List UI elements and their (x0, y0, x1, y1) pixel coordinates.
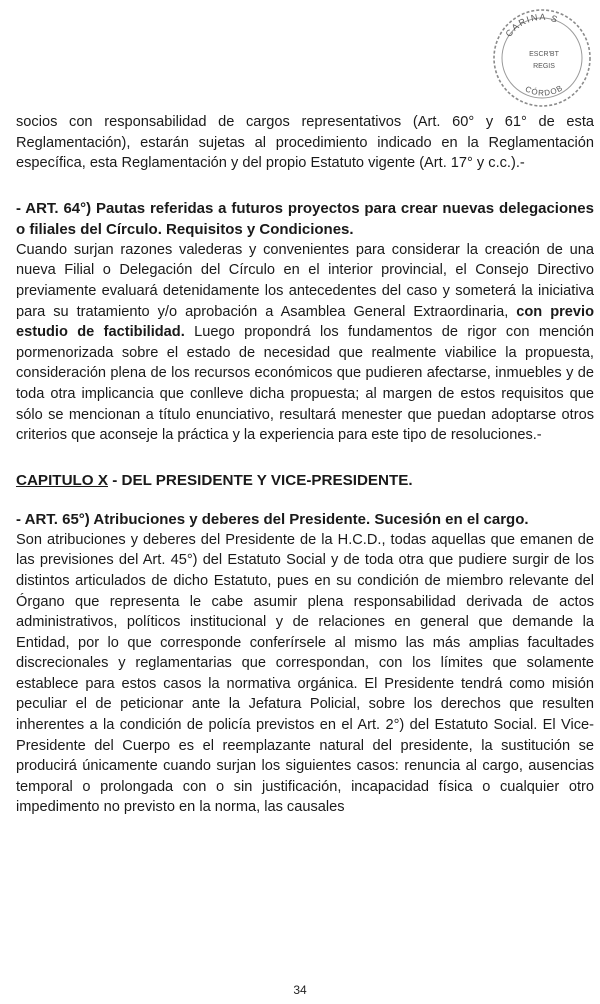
article-64-body-part2: Luego propondrá los fundamentos de rigor con mención pormenorizada sobre el estado de necesidad que realmente viabilice la propuesta, consideración plena de los recursos económicos que pudieren afectarse, inmuebles y de toda otra implicancia que conlleve dicha propuesta; al margen de estos requisitos que sólo se mencionan a título enunciativo, resultará menester que puedan adoptarse otros criterios que aconseje la práctica y la experiencia para este tipo de resoluciones.- (16, 324, 594, 444)
page-number: 34 (293, 983, 307, 997)
svg-text:CARINA S (503, 12, 560, 39)
chapter-title: - DEL PRESIDENTE Y VICE-PRESIDENTE. (107, 471, 413, 489)
article-65-heading: - ART. 65°) Atribuciones y deberes del Presidente. Sucesión en el cargo. (16, 510, 529, 528)
svg-text:CÓRDOB (524, 83, 565, 98)
notary-stamp (486, 2, 596, 110)
paragraph-continuation: socios con responsabilidad de cargos representativos (Art. 60° y 61° de esta Reglamentación), estarán sujetas al procedimiento indicado en la Reglamentación específica, esta Reglamentación y del propio Estatuto vigente (Art. 17° y c.c.).- (16, 114, 594, 172)
stamp-line2: REGIS (533, 63, 555, 70)
stamp-line1: ESCR'BT (529, 51, 559, 58)
chapter-heading (16, 470, 594, 491)
stamp-bottom-text: CÓRDOB (523, 83, 565, 98)
article-65-body: Son atribuciones y deberes del Presidente de la H.C.D., todas aquellas que emanen de las previsiones del Art. 45°) del Estatuto Social y de toda otra que pudiere surgir de los distintos articulados de dicho Estatuto, pues en su condición de miembro relevante del Órgano que representa le cabe asumir plena responsabilidad derivada de actos administrativos, políticos institucional y de relaciones en general que demande la Entidad, por lo que corresponde conferírsele al mismo las más amplias facultades discrecionales y reglamentarias que correspondan, con los límites que solamente establece para estos casos la normativa orgánica. El Presidente tendrá como misión peculiar el de peticionar ante la Jefatura Policial, sobre los derechos que resulten inherentes a la condición de policía previstos en el Art. 2°) del Estatuto Social. El Vice-Presidente del Cuerpo es el reemplazante natural del presidente, la sustitución se producirá únicamente cuando surjan los siguientes casos: renuncia al cargo, ausencias temporal o prolongada con o sin justificación, incapacidad física o cualquier otro impedimento no previsto en la norma, las causales (16, 531, 594, 816)
chapter-label: CAPITULO X (16, 471, 108, 489)
article-64-body (16, 240, 594, 446)
article-64-heading: - ART. 64°) Pautas referidas a futuros proyectos para crear nuevas delegaciones o filiales del Círculo. Requisitos y Condiciones. (16, 199, 594, 238)
document-body (16, 112, 594, 818)
article-64-body-part1: Cuando surjan razones valederas y convenientes para considerar la creación de una nueva Filial o Delegación del Círculo en el interior provincial, el Consejo Directivo previamente evaluará detenidamente los antecedentes del caso y someterá la iniciativa para su tratamiento y/o aprobación a Asamblea General Extraordinaria, (16, 241, 594, 320)
stamp-top-text: CARINA S (503, 11, 561, 39)
article-64-body-bold: con previo estudio de factibilidad. (16, 303, 594, 341)
notary-stamp-seal (486, 2, 596, 110)
